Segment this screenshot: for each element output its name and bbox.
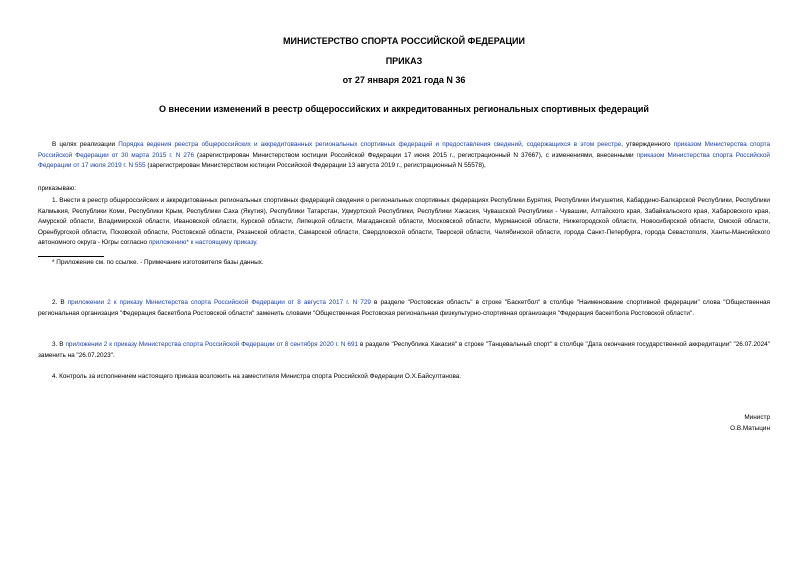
procedure-link[interactable]: Порядка ведения реестра общероссийских и аккредитованных региональных спортивных федераций и предоставления сведений, содержащихся в этом реестре bbox=[118, 141, 622, 148]
preamble-text-2: , утвержденного bbox=[621, 141, 674, 148]
preamble-paragraph bbox=[38, 140, 770, 172]
signatory-name: О.В.Матыцин bbox=[730, 425, 770, 432]
order-691-link[interactable]: приложении 2 к приказу Министерства спорта Российской Федерации от 8 сентября 2020 г. N 691 bbox=[65, 341, 359, 348]
item-1-paragraph bbox=[38, 196, 770, 249]
ministry-heading: МИНИСТЕРСТВО СПОРТА РОССИЙСКОЙ ФЕДЕРАЦИИ bbox=[283, 36, 525, 46]
item-1-text: 1. Внести в реестр общероссийских и аккредитованных региональных спортивных федераций сведения о региональных спортивных федерациях Республики Бурятия, Республики Ингушетия, Кабардино-Балкарской Республики, Республики Калмыкия, Республики Коми, Республики Крым, Республики Саха (Якутия), Республики Татарстан, Удмуртской Республики, Республики Хакасия, Чувашской Республики - Чувашии, Алтайского края, Забайкальского края, Хабаровского края, Амурской области, Владимирской области, Ивановской области, Курской области, Липецкой области, Магаданской области, Московской области, Мурманской области, Нижегородской области, Новосибирской области, Омской области, Оренбургской области, Псковской области, Ростовской области, Рязанской области, Самарской области, Свердловской области, Тверской области, Челябинской области, города Санкт-Петербурга, города Севастополя, Ханты-Мансийского автономного округа - Югры согласно bbox=[38, 197, 770, 247]
preamble-text-1: В целях реализации bbox=[52, 141, 119, 148]
item-3-text-2: в разделе "Республика Хакасия" в строке "Танцевальный спорт" в столбце "Дата окончания государственной аккредитации" "26.07.2024" заменить на "26.07.2023". bbox=[38, 341, 770, 359]
signatory-position: Министр bbox=[744, 414, 770, 421]
item-3-text-1: 3. В bbox=[52, 341, 66, 348]
item-1-tail: * к настоящему приказу. bbox=[186, 239, 258, 247]
item-2-paragraph bbox=[38, 298, 770, 319]
item-3-paragraph bbox=[38, 340, 770, 361]
doc-type-heading: ПРИКАЗ bbox=[385, 56, 423, 66]
document-title: О внесении изменений в реестр общероссийских и аккредитованных региональных спортивных федераций bbox=[159, 104, 649, 114]
preamble-text-3: (зарегистрирован Министерством юстиции Российской Федерации 17 июня 2015 г., регистрационный N 37667), с изменениями, внесенными bbox=[194, 151, 637, 159]
order-555-link[interactable]: приказом Министерства спорта Российской Федерации от 17 июля 2019 г. N 555 bbox=[38, 151, 770, 170]
footnote-divider bbox=[38, 256, 104, 257]
order-word: приказываю: bbox=[38, 185, 76, 192]
appendix-link[interactable]: приложению bbox=[148, 239, 187, 247]
preamble-text-4: (зарегистрирован Министерством юстиции Российской Федерации 13 августа 2019 г., регистрационный N 55578), bbox=[145, 162, 486, 170]
footnote: * Приложение см. по ссылке. - Примечание изготовителя базы данных. bbox=[52, 259, 264, 266]
item-2-text-1: 2. В bbox=[52, 299, 68, 306]
date-number: от 27 января 2021 года N 36 bbox=[342, 75, 466, 85]
item-4-paragraph: 4. Контроль за исполнением настоящего приказа возложить на заместителя Министра спорта Российской Федерации О.Х.Байсултанова. bbox=[52, 373, 462, 380]
item-2-text-2: в разделе "Ростовская область" в строке "Баскетбол" в столбце "Наименование спортивной федерации" слова "Общественная региональная организация "Федерация баскетбола Ростовской области" заменить словами "Общественная Ростовская региональная физкультурно-спортивная организация "Федерация баскетбола Ростовской области". bbox=[38, 299, 770, 317]
signature-block bbox=[730, 412, 770, 434]
order-276-link[interactable]: приказом Министерства спорта Российской Федерации от 30 марта 2015 г. N 276 bbox=[38, 141, 771, 159]
order-729-link[interactable]: приложении 2 к приказу Министерства спорта Российской Федерации от 8 августа 2017 г. N 729 bbox=[67, 299, 371, 306]
